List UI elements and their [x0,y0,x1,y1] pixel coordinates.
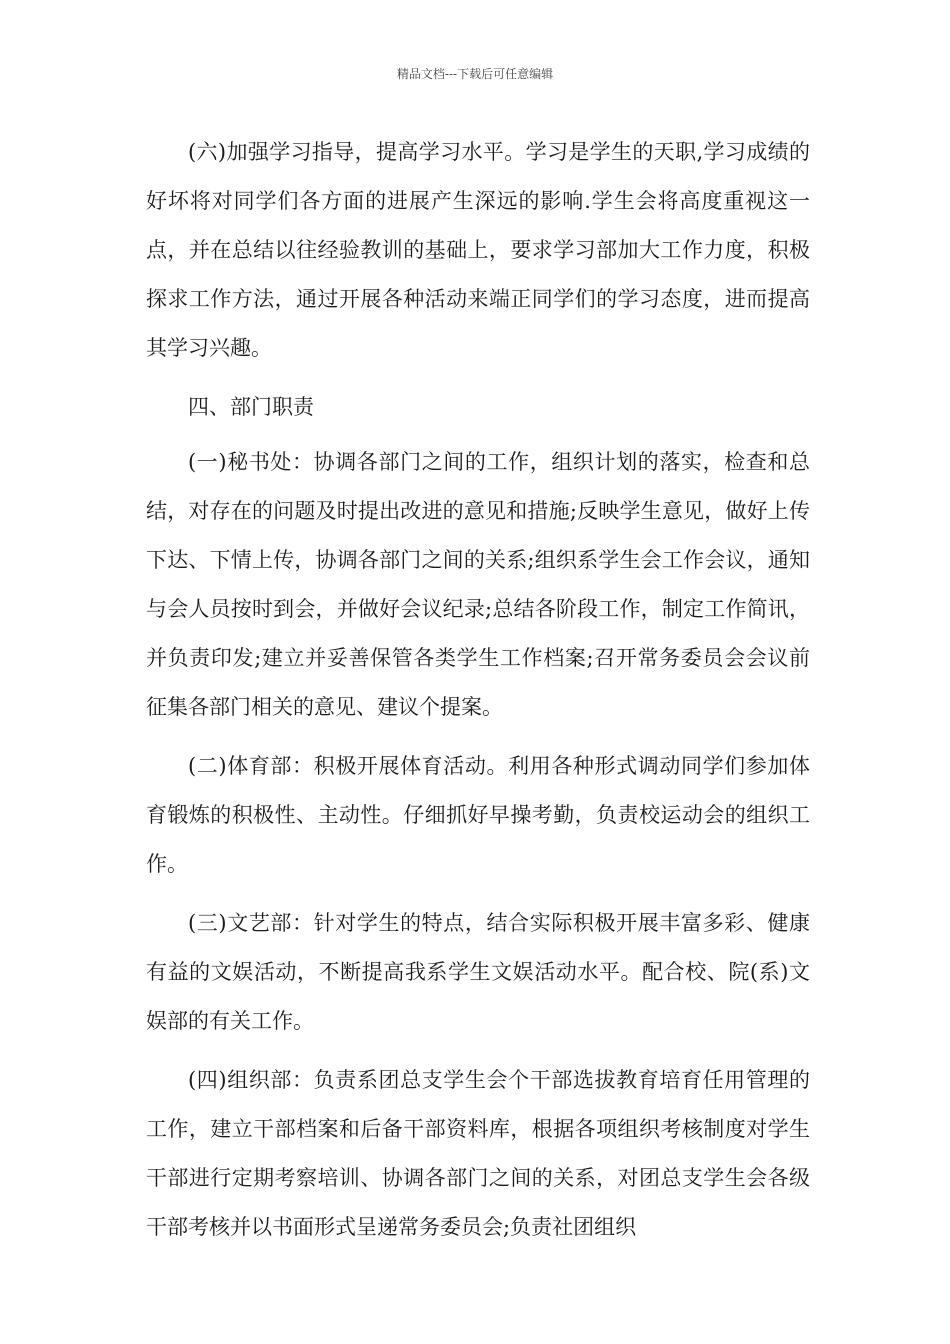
paragraph-secretariat: (一)秘书处：协调各部门之间的工作，组织计划的落实，检查和总结，对存在的问题及时提出改进的意见和措施;反映学生意见，做好上传下达、下情上传，协调各部门之间的关系;组织系学生会工作会议，通知与会人员按时到会，并做好会议纪录;总结各阶段工作，制定工作简讯，并负责印发;建立并妥善保管各类学生工作档案;召开常务委员会会议前征集各部门相关的意见、建议个提案。 [146,450,810,719]
paragraph-study-guidance: (六)加强学习指导，提高学习水平。学习是学生的天职,学习成绩的好坏将对同学们各方面的进展产生深远的影响.学生会将高度重视这一点，并在总结以往经验教训的基础上，要求学习部加大工作力度，积极探求工作方法，通过开展各种活动来端正同学们的学习态度，进而提高其学习兴趣。 [146,140,810,360]
paragraph-organization-department: (四)组织部：负责系团总支学生会个干部选拔教育培育任用管理的工作，建立干部档案和后备干部资料库，根据各项组织考核制度对学生干部进行定期考察培训、协调各部门之间的关系，对团总支学生会各级干部考核并以书面形式呈递常务委员会;负责社团组织 [146,1068,810,1239]
section-heading-department-duties: 四、部门职责 [188,395,314,419]
paragraph-arts-department: (三)文艺部：针对学生的特点，结合实际积极开展丰富多彩、健康有益的文娱活动，不断提高我系学生文娱活动水平。配合校、院(系)文娱部的有关工作。 [146,911,810,1033]
page-header: 精品文档---下载后可任意编辑 [396,67,554,81]
paragraph-sports-department: (二)体育部：积极开展体育活动。利用各种形式调动同学们参加体育锻炼的积极性、主动性。仔细抓好早操考勤，负责校运动会的组织工作。 [146,754,810,876]
document-body [146,128,810,1262]
